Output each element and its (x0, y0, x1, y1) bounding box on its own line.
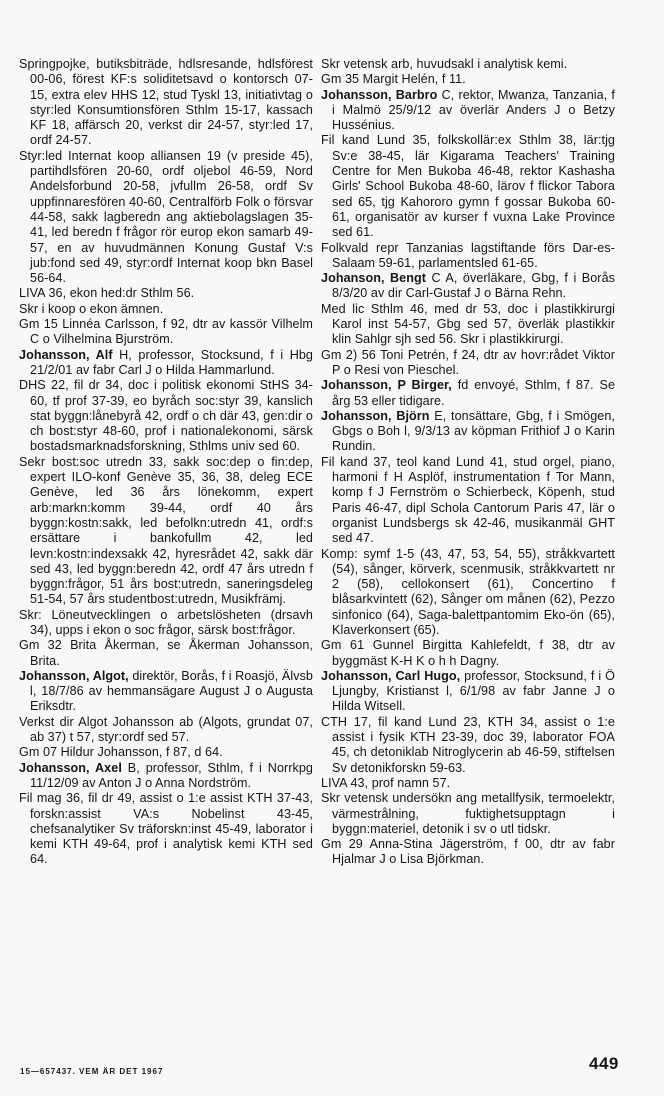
entry-detail-paragraph (321, 133, 615, 240)
entry-text: Gm 2) 56 Toni Petrén, f 24, dtr av hovr:rådet Viktor P o Resi von Pieschel. (321, 347, 615, 377)
entry-detail-paragraph (19, 791, 313, 867)
entry-detail-paragraph (321, 638, 615, 669)
entry-text: Fil kand Lund 35, folkskollär:ex Sthlm 38, lär:tjg Sv:e 38-45, lär Kigarama Teachers' Training Centre for Men Bukoba 46-48, rektor Kashasha Girls' School Bukoba 48-60, lärov f flickor Tabora sed 65, tjg Kahororo gymn f gossar Bukoba 60-61, organisatör av kurser f vuxna Lake Province sed 61. (321, 133, 615, 240)
entry-detail-paragraph (19, 455, 313, 608)
person-name: Johansson, Carl Hugo, (321, 668, 461, 683)
entry-detail-paragraph (19, 57, 313, 149)
entry-detail-paragraph (321, 241, 615, 272)
entry-paragraph (321, 409, 615, 455)
entry-detail-paragraph (321, 455, 615, 547)
entry-text: Komp: symf 1-5 (43, 47, 53, 54, 55), stråkkvartett (54), sånger, körverk, scenmusik, stråkkvartett nr 2 (58), cellokonsert (61), Concertino f blåsarkvintett (62), Sånger om månen (62), Pezzo sinfonico (64), Saga-balettpantomim Eko-ön (65), Klaverkonsert (65). (321, 546, 615, 637)
page-number: 449 (589, 1054, 619, 1073)
entry-text: B, professor, Sthlm, f i Norrkpg 11/12/09 av Anton J o Anna Nordström. (30, 760, 313, 790)
footer-print-code: 15—657437. VEM ÄR DET 1967 (20, 1067, 164, 1076)
entry-detail-paragraph (321, 57, 615, 72)
entry-detail-paragraph (321, 302, 615, 348)
entry-text: direktör, Borås, f i Roasjö, Älvsb l, 18/7/86 av hemmansägare August J o Augusta Eriksdtr. (30, 668, 313, 714)
person-name: Johansson, Björn (321, 408, 430, 423)
entry-text: E, tonsättare, Gbg, f i Smögen, Gbgs o Boh l, 9/3/13 av köpman Frithiof J o Karin Rundin. (332, 408, 615, 454)
entry-detail-paragraph (19, 378, 313, 454)
entry-text: Skr vetensk arb, huvudsakl i analytisk kemi. (321, 57, 568, 71)
entry-text: Fil mag 36, fil dr 49, assist o 1:e assist KTH 37-43, forskn:assist VA:s Nobelinst 43-45, chefsanalytiker Sv träforskn:inst 45-49, laborator i kemi KTH 49-64, prof i analytisk kemi KTH sed 64. (19, 791, 313, 867)
entry-paragraph (321, 271, 615, 302)
entry-text: Skr: Löneutvecklingen o arbetslösheten (drsavh 34), upps i ekon o soc frågor, särsk bost:frågor. (19, 607, 313, 637)
entry-detail-paragraph (19, 317, 313, 348)
entry-paragraph (321, 378, 615, 409)
entry-detail-paragraph (321, 348, 615, 379)
person-name: Johansson, Algot, (19, 668, 129, 683)
entry-text: Gm 07 Hildur Johansson, f 87, d 64. (19, 745, 223, 760)
entry-text: Folkvald repr Tanzanias lagstiftande förs Dar-es-Salaam 59-61, parlamentsled 61-65. (321, 240, 615, 270)
entry-text: DHS 22, fil dr 34, doc i politisk ekonomi StHS 34-60, tf prof 37-39, eo byråch soc:styr 39, kanslich stat byggn:lånebyrå 42, ordf o ch där 43, gen:dir o ch bost:styr 48-60, prof i nationalekonomi, särsk bostadsmarknadsforskning, Sthlms univ sed 60. (19, 378, 313, 454)
entry-text: Gm 61 Gunnel Birgitta Kahlefeldt, f 38, dtr av byggmäst K-H K o h h Dagny. (321, 638, 615, 668)
person-name: Johansson, Barbro (321, 87, 438, 102)
right-column (321, 57, 615, 868)
entry-text: Verkst dir Algot Johansson ab (Algots, grundat 07, ab 37) t 57, styr:ordf sed 57. (19, 714, 313, 745)
entry-text: Gm 15 Linnéa Carlsson, f 92, dtr av kassör Vilhelm C o Vilhelmina Bjurström. (19, 317, 313, 347)
entry-paragraph (19, 761, 313, 792)
entry-detail-paragraph (19, 638, 313, 669)
entry-detail-paragraph (321, 776, 615, 791)
entry-text: C A, överläkare, Gbg, f i Borås 8/3/20 av dir Carl-Gustaf J o Bärna Rehn. (332, 271, 615, 301)
person-name: Johansson, Alf (19, 347, 113, 362)
entry-detail-paragraph (321, 72, 615, 87)
entry-text: Gm 35 Margit Helén, f 11. (321, 72, 466, 87)
entry-detail-paragraph (321, 547, 615, 639)
person-name: Johansson, Axel (19, 760, 122, 775)
entry-text: Med lic Sthlm 46, med dr 53, doc i plastikkirurgi Karol inst 54-57, Gbg sed 57, överläk plastikkir klin Sahlgr sjh sed 56. Skr i plastikkirurgi. (321, 301, 615, 347)
left-column (19, 57, 313, 868)
entry-text: Gm 32 Brita Åkerman, se Åkerman Johansson, Brita. (19, 638, 313, 668)
entry-detail-paragraph (19, 745, 313, 760)
entry-text: C, rektor, Mwanza, Tanzania, f i Malmö 25/9/12 av överlär Anders J o Betzy Hussénius. (332, 87, 615, 133)
entry-text: Skr i koop o ekon ämnen. (19, 301, 164, 316)
entry-text: CTH 17, fil kand Lund 23, KTH 34, assist o 1:e assist i fysik KTH 23-39, doc 39, laborator FOA 45, ch detoniklab Nitroglycerin ab 46-59, stiftelsen Sv detonikforskn 59-63. (321, 714, 615, 775)
entry-text: Styr:led Internat koop alliansen 19 (v preside 45), partihdlsfören 20-60, ordf oljebol 46-59, Nord Andelsforbund 20-58, jvfullm 26-58, ordf Sv uppfinnaresfören 40-60, Centralförb Folk o försvar 44-58, sakk lagberedn ang aktiebolagslagen 35-41, led beredn f frågor rör europ ekon samarb 49-57, en av huvudmännen Konung Gustaf V:s jub:fond sed 49, styr:ordf Internat koop bkn Basel 56-64. (19, 148, 313, 286)
entry-text: LIVA 43, prof namn 57. (321, 775, 451, 790)
entry-text: professor, Stocksund, f i Ö Ljungby, Kristianst l, 6/1/98 av fabr Janne J o Hilda Witsell. (332, 668, 615, 714)
entry-text: H, professor, Stocksund, f i Hbg 21/2/01 av fabr Carl J o Hilda Hammarlund. (30, 347, 313, 377)
entry-detail-paragraph (321, 715, 615, 776)
entry-text: Sekr bost:soc utredn 33, sakk soc:dep o fin:dep, expert ILO-konf Genève 35, 36, 38, deleg ECE Genève, led 36 års lönekomm, expert arb:markn:komm 39-44, ordf 40 års byggn:kostn:sakk, led befolkn:utredn 41, ordf:s ersättare i bankofullm 42, led levn:kostn:indexsakk 42, hyresrådet 42, sakk där sed 43, led byggn:beredn 42, ordf 47 års utredn f byggn:frågor, 51 års bost:utredn, saneringsdeleg 51-54, 57 års studentbost:utredn, Musikfrämj. (19, 454, 313, 607)
person-name: Johansson, P Birger, (321, 378, 452, 393)
entry-detail-paragraph (19, 608, 313, 639)
entry-text: Gm 29 Anna-Stina Jägerström, f 00, dtr av fabr Hjalmar J o Lisa Björkman. (321, 837, 615, 867)
entry-detail-paragraph (321, 837, 615, 868)
entry-detail-paragraph (19, 286, 313, 301)
entry-detail-paragraph (19, 302, 313, 317)
entry-paragraph (19, 669, 313, 715)
entry-text: fd envoyé, Sthlm, f 87. Se årg 53 eller tidigare. (332, 378, 616, 408)
entry-text: Skr vetensk undersökn ang metallfysik, termoelektr, värmestrålning, fuktighetsupptagn i byggn:materiel, detonik i sv o utl tidskr. (321, 791, 615, 836)
entry-paragraph (321, 669, 615, 715)
entry-text: Springpojke, butiksbiträde, hdlsresande, hdlsförest 00-06, förest KF:s soliditetsavd o kontorsch 07-15, extra elev HHS 12, stud Tyskl 13, initiativtag o styr:led Konsumtionsfören Sthlm 15-17, kassach KF 18, affärsch 20, verkst dir 24-57, styr:led 17, ordf 24-57. (19, 57, 313, 148)
entry-detail-paragraph (321, 791, 615, 837)
person-name: Johanson, Bengt (321, 271, 426, 286)
entry-detail-paragraph (19, 715, 313, 746)
entry-detail-paragraph (19, 149, 313, 287)
entry-text: Fil kand 37, teol kand Lund 41, stud orgel, piano, harmoni f H Asplöf, instrumentation f Tor Mann, komp f J Fernström o Schierbeck, Köpenh, stud Paris 46-47, dipl Schola Cantorum Paris 47, lär o organist Lundsbergs sk 42-46, musikanmäl GHT sed 47. (321, 454, 615, 546)
entry-text: LIVA 36, ekon hed:dr Sthlm 56. (19, 286, 195, 301)
entry-paragraph (19, 348, 313, 379)
entry-paragraph (321, 88, 615, 134)
